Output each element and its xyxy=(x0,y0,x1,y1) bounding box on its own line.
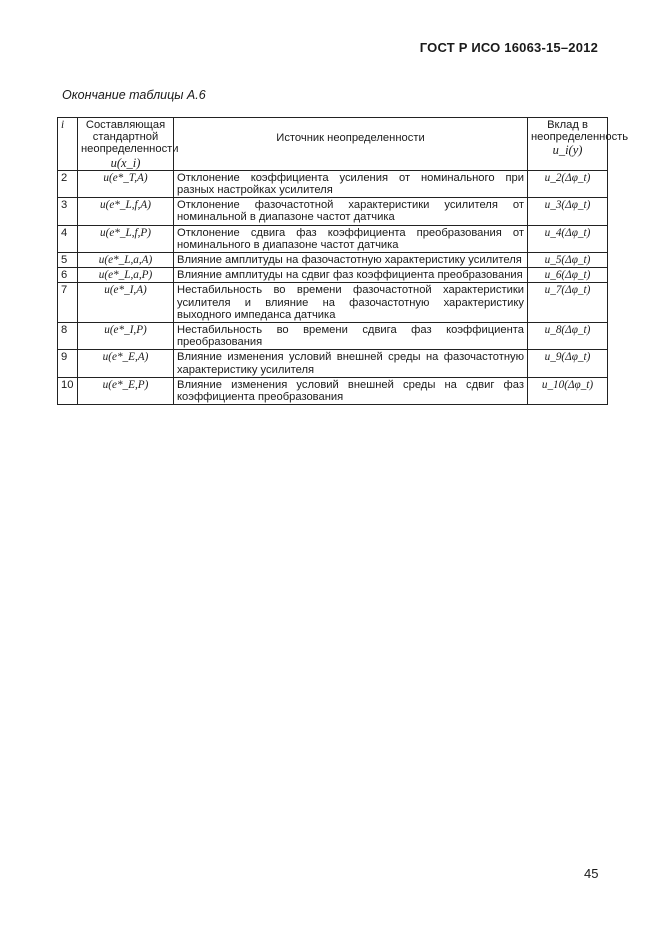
table-row xyxy=(58,377,608,404)
row-contribution: u_2(Δφ_t) xyxy=(528,170,608,197)
row-source: Влияние амплитуды на сдвиг фаз коэффициента преобразования xyxy=(174,268,528,283)
row-contribution: u_8(Δφ_t) xyxy=(528,323,608,350)
table-row xyxy=(58,350,608,377)
header-component xyxy=(78,118,179,171)
row-source: Нестабильность во времени фазочастотной характеристики усилителя и влияние на фазочастотную характеристику выходного импеданса датчика xyxy=(174,283,528,323)
row-index: 10 xyxy=(58,377,78,404)
header-index xyxy=(58,118,78,171)
row-source: Влияние изменения условий внешней среды на фазочастотную характеристику усилителя xyxy=(174,350,528,377)
header-source-label: Источник неопределенности xyxy=(276,132,425,144)
row-contribution: u_9(Δφ_t) xyxy=(528,350,608,377)
table-row xyxy=(58,323,608,350)
header-index-label: i xyxy=(61,119,65,131)
row-contribution: u_6(Δφ_t) xyxy=(528,268,608,283)
row-contribution: u_4(Δφ_t) xyxy=(528,225,608,252)
row-contribution: u_7(Δφ_t) xyxy=(528,283,608,323)
row-contribution: u_3(Δφ_t) xyxy=(528,198,608,225)
row-component: u(e*_I,A) xyxy=(78,283,174,323)
table-row xyxy=(58,225,608,252)
row-index: 5 xyxy=(58,253,78,268)
row-component: u(e*_L,a,P) xyxy=(78,268,174,283)
row-source: Отклонение сдвига фаз коэффициента преобразования от номинального в диапазоне частот датчика xyxy=(174,225,528,252)
table-caption: Окончание таблицы А.6 xyxy=(62,88,206,102)
row-component: u(e*_L,f,A) xyxy=(78,198,174,225)
table-row xyxy=(58,198,608,225)
row-index: 4 xyxy=(58,225,78,252)
table-row xyxy=(58,283,608,323)
row-index: 3 xyxy=(58,198,78,225)
header-source xyxy=(174,118,528,171)
header-contribution xyxy=(528,118,629,171)
row-component: u(e*_E,A) xyxy=(78,350,174,377)
row-component: u(e*_L,a,A) xyxy=(78,253,174,268)
row-source: Отклонение коэффициента усиления от номинального при разных настройках усилителя xyxy=(174,170,528,197)
row-index: 7 xyxy=(58,283,78,323)
row-index: 8 xyxy=(58,323,78,350)
row-source: Влияние изменения условий внешней среды на сдвиг фаз коэффициента преобразования xyxy=(174,377,528,404)
header-contribution-symbol: u_i(y) xyxy=(552,143,583,158)
table-row xyxy=(58,253,608,268)
row-source: Нестабильность во времени сдвига фаз коэффициента преобразования xyxy=(174,323,528,350)
table-row xyxy=(58,170,608,197)
row-source: Отклонение фазочастотной характеристики усилителя от номинальной в диапазоне частот датчика xyxy=(174,198,528,225)
header-component-symbol: u(x_i) xyxy=(110,155,141,170)
header-contribution-label: Вклад в неопределенность xyxy=(531,119,629,144)
row-component: u(e*_T,A) xyxy=(78,170,174,197)
header-component-label: Составляющая стандартной неопределенности xyxy=(81,119,179,156)
document-standard-number: ГОСТ Р ИСО 16063-15–2012 xyxy=(419,40,598,55)
row-component: u(e*_E,P) xyxy=(78,377,174,404)
table-header-row xyxy=(58,118,608,171)
uncertainty-table xyxy=(57,117,629,405)
row-index: 6 xyxy=(58,268,78,283)
row-component: u(e*_I,P) xyxy=(78,323,174,350)
row-contribution: u_10(Δφ_t) xyxy=(528,377,608,404)
row-index: 2 xyxy=(58,170,78,197)
table-row xyxy=(58,268,608,283)
page-number: 45 xyxy=(584,866,599,881)
row-source: Влияние амплитуды на фазочастотную характеристику усилителя xyxy=(174,253,528,268)
row-component: u(e*_L,f,P) xyxy=(78,225,174,252)
row-index: 9 xyxy=(58,350,78,377)
row-contribution: u_5(Δφ_t) xyxy=(528,253,608,268)
